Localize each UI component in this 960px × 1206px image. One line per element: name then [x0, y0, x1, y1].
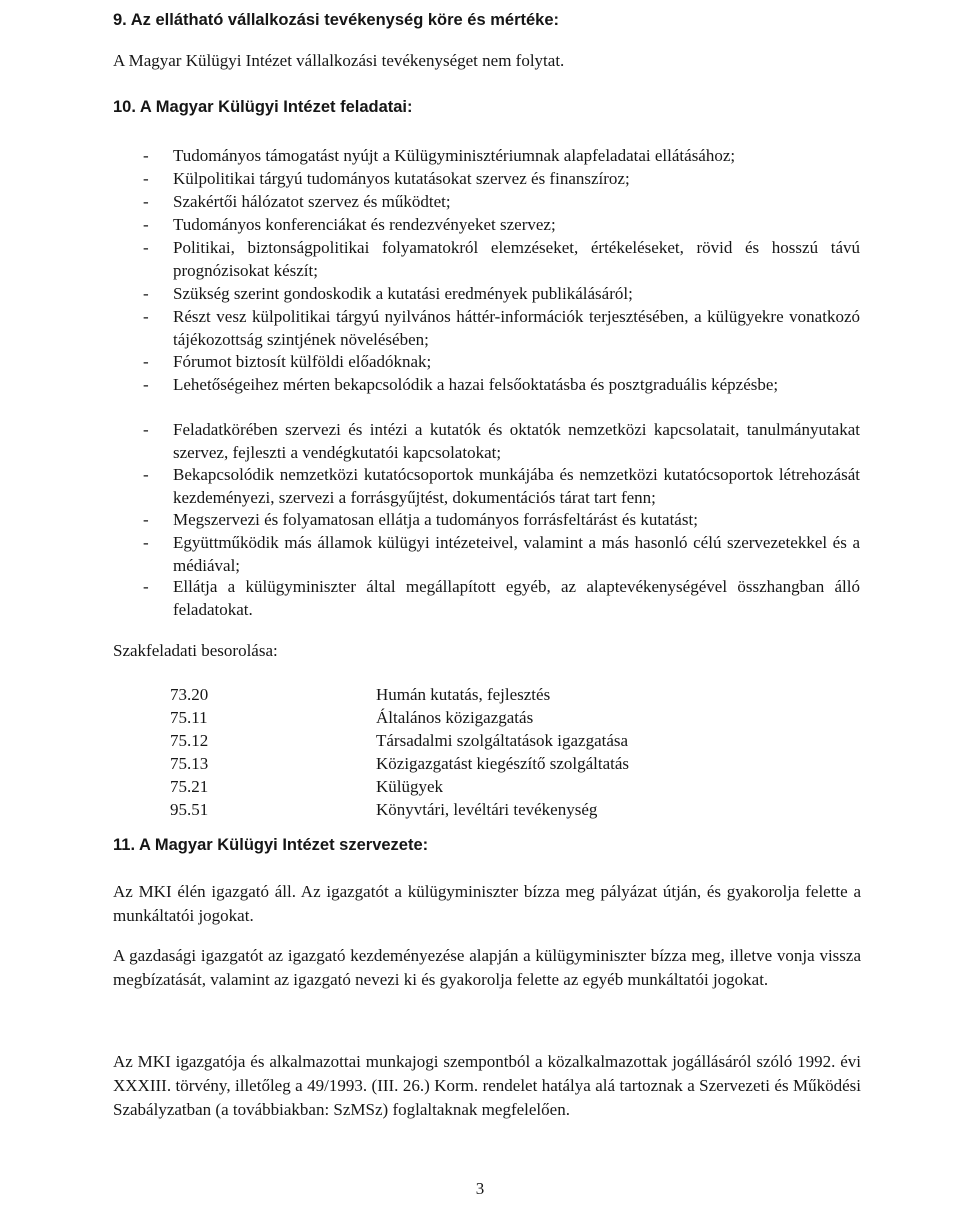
- classification-code: 75.12: [170, 731, 209, 750]
- list-item-text: Bekapcsolódik nemzetközi kutatócsoportok munkájába és nemzetközi kutatócsoportok létrehozását kezdeményezi, szervezi a forrásgyűjtést, dokumentációs tárat tart fenn;: [173, 465, 860, 507]
- section-9-heading: 9. Az ellátható vállalkozási tevékenység köre és mértéke:: [113, 11, 560, 29]
- list-dash: -: [143, 238, 149, 257]
- list-item: [173, 191, 860, 214]
- classification-desc: Humán kutatás, fejlesztés: [376, 685, 551, 704]
- list-item: [173, 464, 860, 509]
- list-item: [173, 306, 860, 351]
- list-item: [173, 532, 860, 577]
- classification-code: 75.11: [170, 708, 208, 727]
- classification-desc: Közigazgatást kiegészítő szolgáltatás: [376, 754, 630, 773]
- list-item-text: Szakértői hálózatot szervez és működtet;: [173, 192, 451, 211]
- list-item: [173, 351, 860, 374]
- paragraph: Az MKI élén igazgató áll. Az igazgatót a külügyminiszter bízza meg pályázat útján, és gyakorolja felette a munkáltatói jogokat.: [113, 882, 861, 925]
- section-9-text: A Magyar Külügyi Intézet vállalkozási tevékenységet nem folytat.: [113, 51, 565, 70]
- list-item: [173, 168, 860, 191]
- list-dash: -: [143, 307, 149, 326]
- page-number: 3: [475, 1179, 485, 1198]
- list-item-text: Lehetőségeihez mérten bekapcsolódik a hazai felsőoktatásba és posztgraduális képzésbe;: [173, 375, 779, 394]
- list-dash: -: [143, 533, 149, 552]
- list-item-text: Részt vesz külpolitikai tárgyú nyilvános háttér-információk terjesztésében, a külügyekre vonatkozó tájékozottság szintjének növelésében;: [173, 307, 860, 349]
- list-dash: -: [143, 192, 149, 211]
- list-item-text: Külpolitikai tárgyú tudományos kutatásokat szervez és finanszíroz;: [173, 169, 630, 188]
- list-item-text: Fórumot biztosít külföldi előadóknak;: [173, 352, 432, 371]
- classification-code: 95.51: [170, 800, 209, 819]
- classification-desc: Általános közigazgatás: [376, 708, 534, 727]
- list-dash: -: [143, 375, 149, 394]
- list-dash: -: [143, 577, 149, 596]
- list-item-text: Tudományos támogatást nyújt a Külügyminisztériumnak alapfeladatai ellátásához;: [173, 146, 736, 165]
- classification-desc: Társadalmi szolgáltatások igazgatása: [376, 731, 629, 750]
- classification-code: 75.21: [170, 777, 209, 796]
- classification-code: 73.20: [170, 685, 209, 704]
- classification-label: Szakfeladati besorolása:: [113, 641, 278, 660]
- list-item: [173, 509, 860, 532]
- list-item-text: Szükség szerint gondoskodik a kutatási eredmények publikálásáról;: [173, 284, 633, 303]
- list-dash: -: [143, 420, 149, 439]
- list-dash: -: [143, 284, 149, 303]
- list-item-text: Együttműködik más államok külügyi intézeteivel, valamint a más hasonló célú szervezetekkel és a médiával;: [173, 533, 860, 575]
- list-item: [173, 283, 860, 306]
- classification-code: 75.13: [170, 754, 209, 773]
- section-11-heading: 11. A Magyar Külügyi Intézet szervezete:: [113, 836, 429, 854]
- classification-desc: Könyvtári, levéltári tevékenység: [376, 800, 598, 819]
- paragraph: A gazdasági igazgatót az igazgató kezdeményezése alapján a külügyminiszter bízza meg, illetve vonja vissza megbízatását, valamint az igazgató nevezi ki és gyakorolja felette az egyéb munkáltatói jogokat.: [113, 946, 861, 989]
- classification-desc: Külügyek: [376, 777, 444, 796]
- list-dash: -: [143, 215, 149, 234]
- list-item: [173, 576, 860, 621]
- list-dash: -: [143, 352, 149, 371]
- list-dash: -: [143, 169, 149, 188]
- list-dash: -: [143, 146, 149, 165]
- section-10-heading: 10. A Magyar Külügyi Intézet feladatai:: [113, 98, 413, 116]
- list-item: [173, 214, 860, 237]
- list-item-text: Feladatkörében szervezi és intézi a kutatók és oktatók nemzetközi kapcsolatait, tanulmányutakat szervez, fejleszti a vendégkutatói kapcsolatokat;: [173, 420, 860, 462]
- list-item-text: Megszervezi és folyamatosan ellátja a tudományos forrásfeltárást és kutatást;: [173, 510, 698, 529]
- list-item: [173, 419, 860, 464]
- paragraph: Az MKI igazgatója és alkalmazottai munkajogi szempontból a közalkalmazottak jogállásáról szóló 1992. évi XXXIII. törvény, illetőleg a 49/1993. (III. 26.) Korm. rendelet hatálya alá tartoznak a Szervezeti és Működési Szabályzatban (a továbbiakban: SzMSz) foglaltaknak megfelelően.: [113, 1052, 861, 1119]
- list-item: [173, 145, 860, 168]
- list-item: [173, 237, 860, 282]
- list-dash: -: [143, 510, 149, 529]
- list-item-text: Politikai, biztonságpolitikai folyamatokról elemzéseket, értékeléseket, rövid és hosszú távú prognózisokat készít;: [173, 238, 860, 280]
- list-dash: -: [143, 465, 149, 484]
- list-item: [173, 374, 860, 397]
- list-item-text: Tudományos konferenciákat és rendezvényeket szervez;: [173, 215, 556, 234]
- list-item-text: Ellátja a külügyminiszter által megállapított egyéb, az alaptevékenységével összhangban álló feladatokat.: [173, 577, 860, 619]
